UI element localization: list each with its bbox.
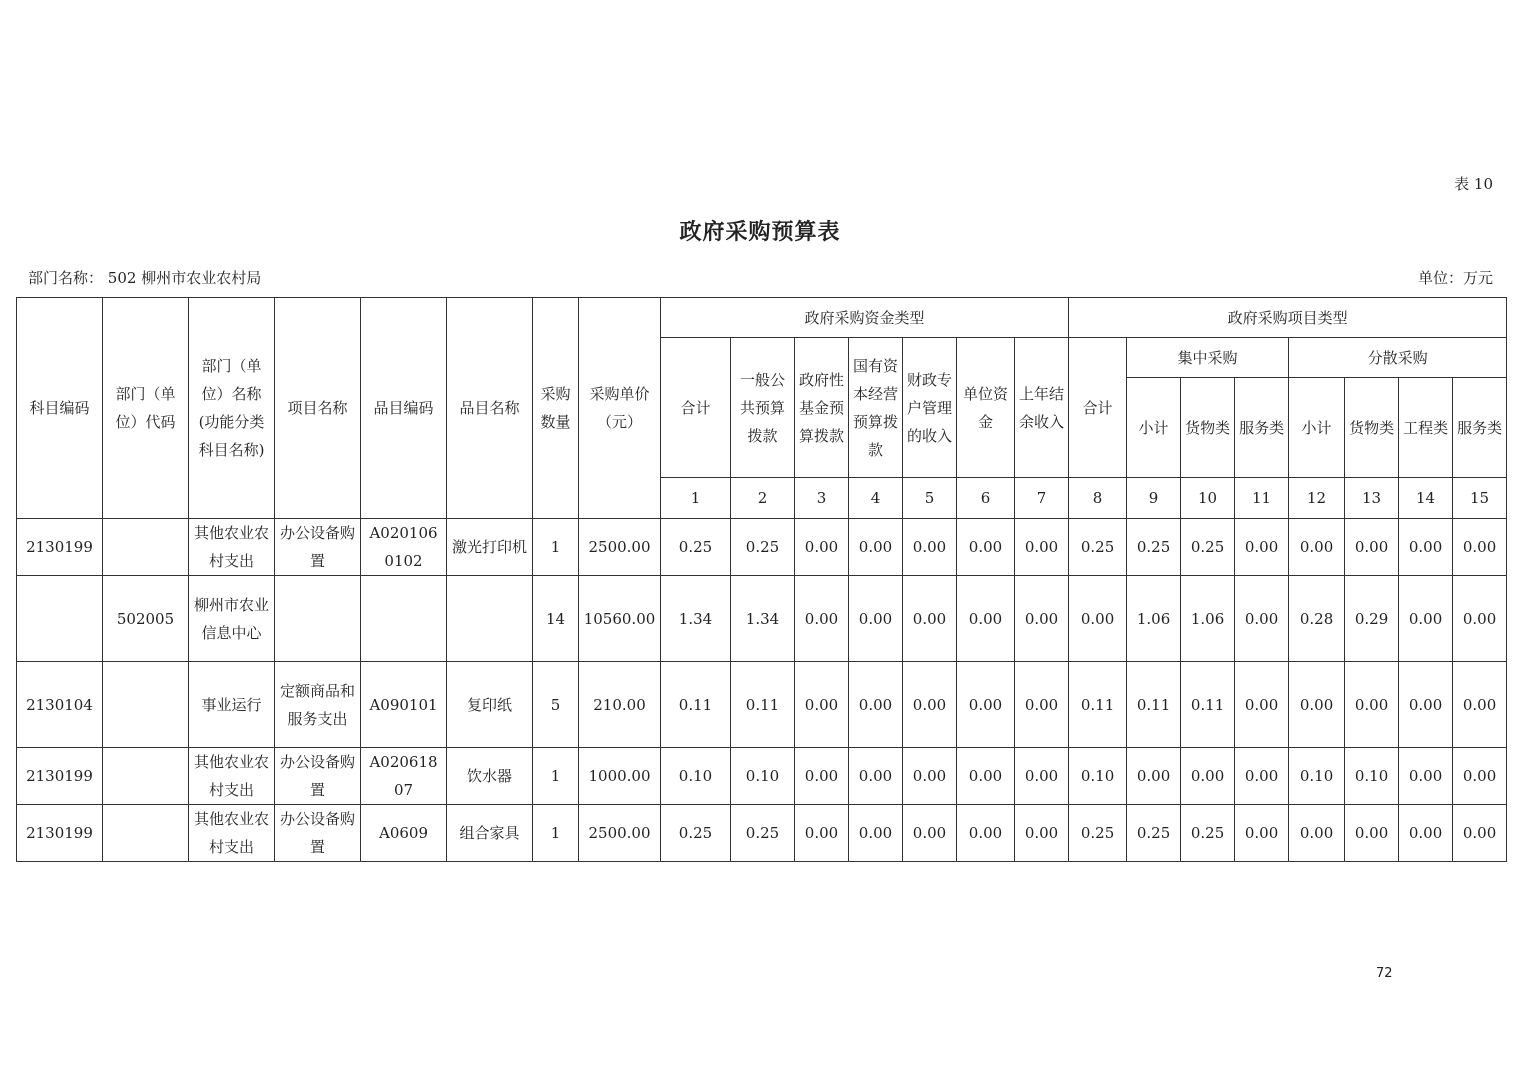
quantity-cell: 5 (533, 662, 579, 748)
header-fund-special: 财政专户管理的收入 (903, 338, 957, 478)
header-fund-total: 合计 (661, 338, 731, 478)
col-number: 2 (731, 478, 795, 519)
amount-cell: 0.25 (1127, 805, 1181, 862)
dept-code-cell (103, 805, 189, 862)
header-item-name: 品目名称 (447, 298, 533, 519)
project-name-cell (275, 576, 361, 662)
amount-cell: 0.00 (1289, 805, 1345, 862)
col-number: 8 (1069, 478, 1127, 519)
dept-name-cell: 事业运行 (189, 662, 275, 748)
amount-cell: 0.11 (1069, 662, 1127, 748)
col-number: 10 (1181, 478, 1235, 519)
dept-code-cell: 502005 (103, 576, 189, 662)
item-name-cell: 激光打印机 (447, 519, 533, 576)
unit-price-cell: 2500.00 (579, 519, 661, 576)
amount-cell: 0.00 (795, 805, 849, 862)
amount-cell: 0.00 (903, 662, 957, 748)
amount-cell: 0.00 (849, 662, 903, 748)
amount-cell: 0.25 (731, 805, 795, 862)
amount-cell: 0.00 (957, 748, 1015, 805)
amount-cell: 0.00 (1181, 748, 1235, 805)
header-fund-unit: 单位资金 (957, 338, 1015, 478)
amount-cell: 0.11 (661, 662, 731, 748)
amount-cell: 0.10 (731, 748, 795, 805)
dept-name-cell: 柳州市农业信息中心 (189, 576, 275, 662)
item-code-cell (361, 576, 447, 662)
dept-name-cell: 其他农业农村支出 (189, 805, 275, 862)
item-code-cell: A02061807 (361, 748, 447, 805)
header-project-name: 项目名称 (275, 298, 361, 519)
amount-cell: 0.00 (1235, 576, 1289, 662)
col-number: 4 (849, 478, 903, 519)
procurement-budget-table (16, 297, 1507, 862)
item-code-cell: A0201060102 (361, 519, 447, 576)
header-subject-code: 科目编码 (17, 298, 103, 519)
col-number: 14 (1399, 478, 1453, 519)
amount-cell: 0.00 (903, 805, 957, 862)
amount-cell: 0.00 (1235, 662, 1289, 748)
amount-cell: 0.25 (731, 519, 795, 576)
unit-price-cell: 1000.00 (579, 748, 661, 805)
header-project-type: 政府采购项目类型 (1069, 298, 1507, 338)
amount-cell: 0.00 (849, 519, 903, 576)
header-central-procurement: 集中采购 (1127, 338, 1289, 378)
amount-cell: 0.00 (1399, 662, 1453, 748)
dept-name-cell: 其他农业农村支出 (189, 519, 275, 576)
amount-cell: 0.00 (957, 805, 1015, 862)
amount-cell: 0.00 (1399, 805, 1453, 862)
amount-cell: 0.29 (1345, 576, 1399, 662)
project-name-cell: 办公设备购置 (275, 805, 361, 862)
header-dept-code: 部门（单位）代码 (103, 298, 189, 519)
item-name-cell: 饮水器 (447, 748, 533, 805)
col-number: 1 (661, 478, 731, 519)
amount-cell: 0.00 (1289, 662, 1345, 748)
subject-code-cell: 2130199 (17, 805, 103, 862)
amount-cell: 0.11 (1181, 662, 1235, 748)
amount-cell: 0.00 (1345, 519, 1399, 576)
amount-cell: 0.00 (1345, 805, 1399, 862)
amount-cell: 0.25 (1069, 805, 1127, 862)
amount-cell: 0.25 (1181, 519, 1235, 576)
amount-cell: 0.10 (1345, 748, 1399, 805)
amount-cell: 1.06 (1127, 576, 1181, 662)
amount-cell: 0.00 (1399, 748, 1453, 805)
amount-cell: 0.10 (1069, 748, 1127, 805)
col-number: 7 (1015, 478, 1069, 519)
amount-cell: 0.00 (849, 748, 903, 805)
item-code-cell: A090101 (361, 662, 447, 748)
header-unit-price: 采购单价（元） (579, 298, 661, 519)
amount-cell: 0.00 (1345, 662, 1399, 748)
amount-cell: 0.00 (1235, 748, 1289, 805)
amount-cell: 0.00 (1289, 519, 1345, 576)
quantity-cell: 1 (533, 805, 579, 862)
table-number: 表 10 (1454, 175, 1493, 193)
col-number: 9 (1127, 478, 1181, 519)
project-name-cell: 定额商品和服务支出 (275, 662, 361, 748)
header-dept-name: 部门（单位）名称(功能分类科目名称) (189, 298, 275, 519)
amount-cell: 0.00 (1069, 576, 1127, 662)
header-central-subtotal: 小计 (1127, 378, 1181, 478)
header-scattered-goods: 货物类 (1345, 378, 1399, 478)
amount-cell: 0.00 (903, 576, 957, 662)
unit-label: 单位：万元 (1417, 269, 1493, 287)
item-code-cell: A0609 (361, 805, 447, 862)
dept-name-cell: 其他农业农村支出 (189, 748, 275, 805)
table-body (17, 519, 1507, 862)
amount-cell: 0.00 (849, 805, 903, 862)
header-fund-gov: 政府性基金预算拨款 (795, 338, 849, 478)
amount-cell: 0.00 (1453, 519, 1507, 576)
table-row (17, 662, 1507, 748)
amount-cell: 0.00 (1399, 576, 1453, 662)
amount-cell: 0.11 (1127, 662, 1181, 748)
header-scattered-procurement: 分散采购 (1289, 338, 1507, 378)
col-number: 5 (903, 478, 957, 519)
header-fund-state: 国有资本经营预算拨款 (849, 338, 903, 478)
amount-cell: 0.28 (1289, 576, 1345, 662)
table-row (17, 805, 1507, 862)
header-scattered-service: 服务类 (1453, 378, 1507, 478)
dept-code-cell (103, 662, 189, 748)
amount-cell: 0.00 (1453, 805, 1507, 862)
quantity-cell: 1 (533, 519, 579, 576)
amount-cell: 0.00 (1235, 805, 1289, 862)
header-item-code: 品目编码 (361, 298, 447, 519)
quantity-cell: 1 (533, 748, 579, 805)
amount-cell: 0.00 (1015, 748, 1069, 805)
amount-cell: 1.06 (1181, 576, 1235, 662)
amount-cell: 0.00 (849, 576, 903, 662)
page-number: 72 (1376, 966, 1393, 981)
department-label: 部门名称： (28, 269, 104, 287)
col-number: 13 (1345, 478, 1399, 519)
amount-cell: 0.25 (1127, 519, 1181, 576)
amount-cell: 0.00 (795, 576, 849, 662)
item-name-cell: 组合家具 (447, 805, 533, 862)
amount-cell: 0.10 (661, 748, 731, 805)
subject-code-cell: 2130104 (17, 662, 103, 748)
amount-cell: 0.10 (1289, 748, 1345, 805)
amount-cell: 0.00 (1235, 519, 1289, 576)
subject-code-cell (17, 576, 103, 662)
amount-cell: 0.00 (957, 576, 1015, 662)
item-name-cell (447, 576, 533, 662)
department-line (28, 267, 261, 288)
unit-price-cell: 2500.00 (579, 805, 661, 862)
header-quantity: 采购数量 (533, 298, 579, 519)
subject-code-cell: 2130199 (17, 519, 103, 576)
amount-cell: 0.00 (1015, 519, 1069, 576)
document-title: 政府采购预算表 (679, 219, 841, 245)
col-number: 12 (1289, 478, 1345, 519)
amount-cell: 0.00 (1015, 576, 1069, 662)
amount-cell: 0.00 (795, 662, 849, 748)
department-name: 502 柳州市农业农村局 (107, 269, 262, 287)
subject-code-cell: 2130199 (17, 748, 103, 805)
amount-cell: 0.00 (957, 662, 1015, 748)
unit-price-cell: 10560.00 (579, 576, 661, 662)
item-name-cell: 复印纸 (447, 662, 533, 748)
amount-cell: 1.34 (661, 576, 731, 662)
header-fund-type: 政府采购资金类型 (661, 298, 1069, 338)
amount-cell: 0.00 (795, 748, 849, 805)
amount-cell: 0.00 (903, 519, 957, 576)
header-project-total: 合计 (1069, 338, 1127, 478)
header-scattered-works: 工程类 (1399, 378, 1453, 478)
amount-cell: 0.25 (1181, 805, 1235, 862)
amount-cell: 0.00 (1015, 805, 1069, 862)
col-number: 3 (795, 478, 849, 519)
header-central-service: 服务类 (1235, 378, 1289, 478)
table-row (17, 519, 1507, 576)
header-fund-general: 一般公共预算拨款 (731, 338, 795, 478)
amount-cell: 0.00 (1127, 748, 1181, 805)
amount-cell: 0.00 (1399, 519, 1453, 576)
unit-price-cell: 210.00 (579, 662, 661, 748)
amount-cell: 0.00 (1453, 662, 1507, 748)
amount-cell: 0.25 (661, 805, 731, 862)
amount-cell: 0.00 (903, 748, 957, 805)
amount-cell: 0.00 (1453, 576, 1507, 662)
table-row (17, 748, 1507, 805)
amount-cell: 0.11 (731, 662, 795, 748)
amount-cell: 0.00 (1453, 748, 1507, 805)
header-fund-carry: 上年结余收入 (1015, 338, 1069, 478)
header-scattered-subtotal: 小计 (1289, 378, 1345, 478)
amount-cell: 0.25 (1069, 519, 1127, 576)
project-name-cell: 办公设备购置 (275, 519, 361, 576)
col-number: 15 (1453, 478, 1507, 519)
project-name-cell: 办公设备购置 (275, 748, 361, 805)
dept-code-cell (103, 519, 189, 576)
amount-cell: 0.00 (795, 519, 849, 576)
amount-cell: 0.00 (1015, 662, 1069, 748)
header-central-goods: 货物类 (1181, 378, 1235, 478)
amount-cell: 0.25 (661, 519, 731, 576)
dept-code-cell (103, 748, 189, 805)
amount-cell: 1.34 (731, 576, 795, 662)
table-row (17, 576, 1507, 662)
col-number: 11 (1235, 478, 1289, 519)
quantity-cell: 14 (533, 576, 579, 662)
amount-cell: 0.00 (957, 519, 1015, 576)
col-number: 6 (957, 478, 1015, 519)
